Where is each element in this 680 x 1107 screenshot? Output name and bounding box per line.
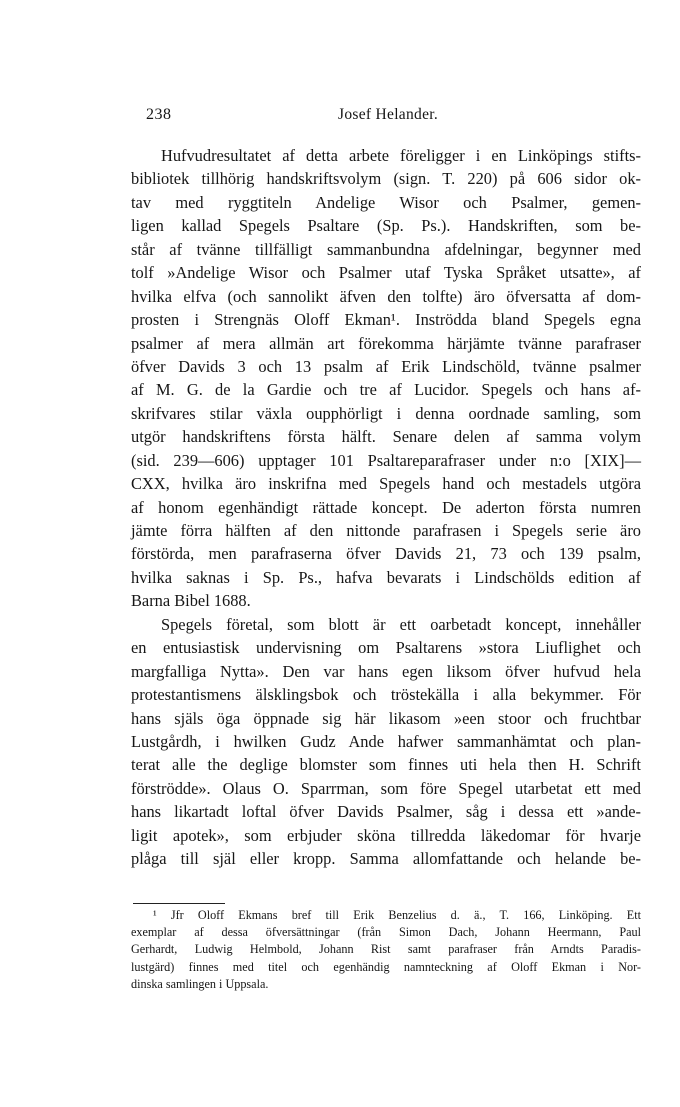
body-line: margfalliga Nytta». Den var hans egen liksom öfver hufvud hela xyxy=(131,661,641,681)
body-line: Hufvudresultatet af detta arbete föreligger i en Linköpings stifts- xyxy=(161,146,641,165)
body-line: öfver Davids 3 och 13 psalm af Erik Lindschöld, tvänne psalmer xyxy=(131,356,641,376)
body-line: Barna Bibel 1688. xyxy=(131,591,251,611)
footnote-line: lustgärd) finnes med titel och egenhändig namnteckning af Oloff Ekman i Nor- xyxy=(131,959,641,974)
footnote-line: dinska samlingen i Uppsala. xyxy=(131,976,269,991)
body-line: står af tvänne tillfälligt sammanbundna afdelningar, begynner med xyxy=(131,239,641,259)
body-line: af honom egenhändigt rättade koncept. De aderton första numren xyxy=(131,497,641,517)
body-line: psalmer af mera allmän art förekomma härjämte tvänne parafraser xyxy=(131,333,641,353)
footnotes xyxy=(131,907,641,993)
page-number: 238 xyxy=(146,106,172,123)
body-line: förströdde». Olaus O. Sparrman, som före Spegel utarbetat ett med xyxy=(131,778,641,798)
body-text xyxy=(131,144,641,871)
body-line: hans likartadt loftal öfver Davids Psalmer, såg i dessa ett »ande- xyxy=(131,802,641,822)
body-line: bibliotek tillhörig handskriftsvolym (sign. T. 220) på 606 sidor ok- xyxy=(131,169,641,189)
body-line: (sid. 239—606) upptager 101 Psaltareparafraser under n:o [XIX]— xyxy=(131,450,641,470)
body-line: en entusiastisk undervisning om Psaltarens »stora Liuflighet och xyxy=(131,638,641,658)
footnote-line: exemplar af dessa öfversättningar (från Simon Dach, Johann Heermann, Paul xyxy=(131,925,641,940)
body-line: prosten i Strengnäs Oloff Ekman¹. Inströdda bland Spegels egna xyxy=(131,310,641,330)
body-line: ligit apotek», som erbjuder sköna tillredda läkedomar för hvarje xyxy=(131,825,641,845)
footnote-line: ¹ Jfr Oloff Ekmans bref till Erik Benzelius d. ä., T. 166, Linköping. Ett xyxy=(153,908,641,922)
footnote-divider xyxy=(133,903,225,904)
body-line: CXX, hvilka äro inskrifna med Spegels hand och mestadels utgöra xyxy=(131,474,641,494)
body-line: protestantismens älsklingsbok och tröstekälla i alla bekymmer. För xyxy=(131,685,641,705)
body-line: terat alle the deglige blomster som finnes uti hela then H. Schrift xyxy=(131,755,641,775)
body-line: förstörda, men parafraserna öfver Davids 21, 73 och 139 psalm, xyxy=(131,544,641,564)
running-head: Josef Helander. xyxy=(338,106,439,123)
body-line: ligen kallad Spegels Psaltare (Sp. Ps.). Handskriften, som be- xyxy=(131,216,641,236)
body-line: hvilka elfva (och sannolikt äfven den tolfte) äro öfversatta af dom- xyxy=(131,286,641,306)
body-line: Spegels företal, som blott är ett oarbetadt koncept, innehåller xyxy=(161,614,641,634)
body-line: jämte förra hälften af den nittonde parafrasen i Spegels serie äro xyxy=(131,521,641,540)
body-line: skrifvares stilar växla oupphörligt i denna oordnade samling, som xyxy=(131,403,641,423)
body-line: af M. G. de la Gardie och tre af Lucidor. Spegels och hans af- xyxy=(131,380,641,400)
body-line: hvilka saknas i Sp. Ps., hafva bevarats i Lindschölds edition af xyxy=(131,567,641,587)
body-line: Lustgårdh, i hwilken Gudz Ande hafwer sammanhämtat och plan- xyxy=(131,731,641,751)
body-line: tav med ryggtiteln Andelige Wisor och Psalmer, gemen- xyxy=(131,192,641,212)
body-line: hans själs öga öppnade sig här likasom »een stoor och fruchtbar xyxy=(131,708,641,728)
footnote-line: Gerhardt, Ludwig Helmbold, Johann Rist samt parafraser från Arndts Paradis- xyxy=(131,942,641,957)
body-line: utgör handskriftens första hälft. Senare delen af samma volym xyxy=(131,427,641,447)
body-line: plåga till själ eller kropp. Samma allomfattande och helande be- xyxy=(131,849,641,869)
body-line: tolf »Andelige Wisor och Psalmer utaf Tyska Språket utsatte», af xyxy=(131,263,641,283)
